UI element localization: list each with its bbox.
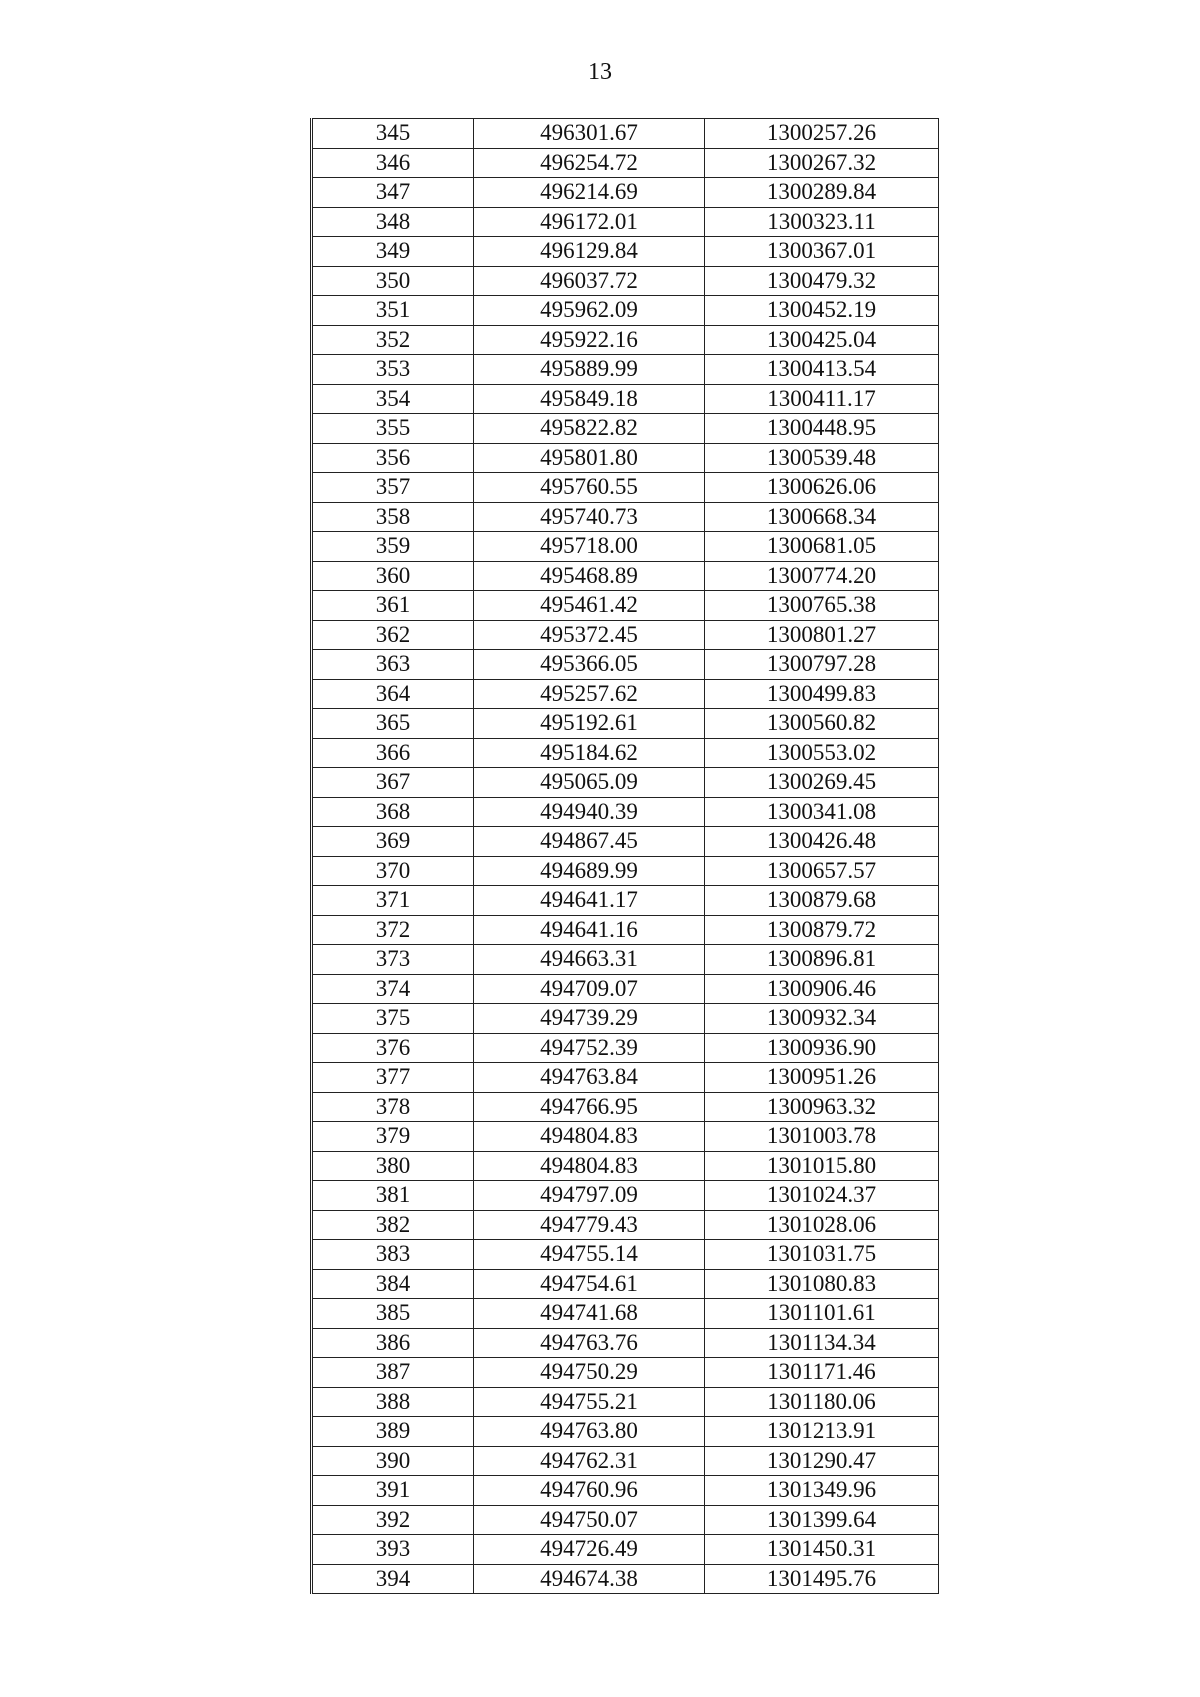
point-number-cell: 349 [312, 237, 474, 267]
table-row [312, 119, 939, 149]
x-coordinate-cell: 494750.29 [474, 1358, 705, 1388]
x-coordinate-cell: 494709.07 [474, 974, 705, 1004]
table-row [312, 296, 939, 326]
table-row [312, 1446, 939, 1476]
table-row [312, 1358, 939, 1388]
y-coordinate-cell: 1300801.27 [705, 620, 939, 650]
x-coordinate-cell: 495718.00 [474, 532, 705, 562]
y-coordinate-cell: 1301450.31 [705, 1535, 939, 1565]
table-row [312, 1476, 939, 1506]
x-coordinate-cell: 496254.72 [474, 148, 705, 178]
table-row [312, 1122, 939, 1152]
x-coordinate-cell: 494763.84 [474, 1063, 705, 1093]
y-coordinate-cell: 1300879.72 [705, 915, 939, 945]
table-row [312, 650, 939, 680]
x-coordinate-cell: 496129.84 [474, 237, 705, 267]
table-row [312, 1564, 939, 1594]
point-number-cell: 356 [312, 443, 474, 473]
y-coordinate-cell: 1300932.34 [705, 1004, 939, 1034]
x-coordinate-cell: 494689.99 [474, 856, 705, 886]
y-coordinate-cell: 1300951.26 [705, 1063, 939, 1093]
table-row [312, 1328, 939, 1358]
point-number-cell: 364 [312, 679, 474, 709]
point-number-cell: 358 [312, 502, 474, 532]
table-row [312, 325, 939, 355]
y-coordinate-cell: 1300879.68 [705, 886, 939, 916]
x-coordinate-cell: 494741.68 [474, 1299, 705, 1329]
point-number-cell: 374 [312, 974, 474, 1004]
point-number-cell: 362 [312, 620, 474, 650]
y-coordinate-cell: 1300367.01 [705, 237, 939, 267]
x-coordinate-cell: 494940.39 [474, 797, 705, 827]
point-number-cell: 361 [312, 591, 474, 621]
table-row [312, 1387, 939, 1417]
table-row [312, 974, 939, 1004]
point-number-cell: 393 [312, 1535, 474, 1565]
table-row [312, 473, 939, 503]
point-number-cell: 391 [312, 1476, 474, 1506]
point-number-cell: 372 [312, 915, 474, 945]
y-coordinate-cell: 1301171.46 [705, 1358, 939, 1388]
x-coordinate-cell: 494752.39 [474, 1033, 705, 1063]
table-row [312, 414, 939, 444]
table-row [312, 1004, 939, 1034]
point-number-cell: 368 [312, 797, 474, 827]
x-coordinate-cell: 496037.72 [474, 266, 705, 296]
table-row [312, 443, 939, 473]
y-coordinate-cell: 1301080.83 [705, 1269, 939, 1299]
point-number-cell: 384 [312, 1269, 474, 1299]
y-coordinate-cell: 1300413.54 [705, 355, 939, 385]
y-coordinate-cell: 1300765.38 [705, 591, 939, 621]
point-number-cell: 350 [312, 266, 474, 296]
point-number-cell: 369 [312, 827, 474, 857]
point-number-cell: 373 [312, 945, 474, 975]
x-coordinate-cell: 495849.18 [474, 384, 705, 414]
table-row [312, 1210, 939, 1240]
table-row [312, 1063, 939, 1093]
table-row [312, 1299, 939, 1329]
table-row [312, 1269, 939, 1299]
x-coordinate-cell: 495372.45 [474, 620, 705, 650]
x-coordinate-cell: 494739.29 [474, 1004, 705, 1034]
y-coordinate-cell: 1300341.08 [705, 797, 939, 827]
table-row [312, 1181, 939, 1211]
x-coordinate-cell: 495822.82 [474, 414, 705, 444]
point-number-cell: 352 [312, 325, 474, 355]
x-coordinate-cell: 495468.89 [474, 561, 705, 591]
y-coordinate-cell: 1301213.91 [705, 1417, 939, 1447]
point-number-cell: 370 [312, 856, 474, 886]
point-number-cell: 353 [312, 355, 474, 385]
point-number-cell: 365 [312, 709, 474, 739]
point-number-cell: 375 [312, 1004, 474, 1034]
x-coordinate-cell: 494641.17 [474, 886, 705, 916]
table-row [312, 355, 939, 385]
table-row [312, 709, 939, 739]
x-coordinate-cell: 495889.99 [474, 355, 705, 385]
coordinates-table [310, 118, 939, 1594]
table-row [312, 207, 939, 237]
point-number-cell: 348 [312, 207, 474, 237]
y-coordinate-cell: 1300774.20 [705, 561, 939, 591]
x-coordinate-cell: 495962.09 [474, 296, 705, 326]
y-coordinate-cell: 1300539.48 [705, 443, 939, 473]
x-coordinate-cell: 494804.83 [474, 1122, 705, 1152]
y-coordinate-cell: 1300411.17 [705, 384, 939, 414]
coordinates-table-body [312, 119, 939, 1594]
point-number-cell: 383 [312, 1240, 474, 1270]
point-number-cell: 355 [312, 414, 474, 444]
x-coordinate-cell: 494641.16 [474, 915, 705, 945]
point-number-cell: 385 [312, 1299, 474, 1329]
point-number-cell: 360 [312, 561, 474, 591]
point-number-cell: 387 [312, 1358, 474, 1388]
point-number-cell: 376 [312, 1033, 474, 1063]
table-row [312, 532, 939, 562]
y-coordinate-cell: 1300553.02 [705, 738, 939, 768]
x-coordinate-cell: 494755.21 [474, 1387, 705, 1417]
x-coordinate-cell: 494760.96 [474, 1476, 705, 1506]
point-number-cell: 389 [312, 1417, 474, 1447]
table-row [312, 738, 939, 768]
point-number-cell: 394 [312, 1564, 474, 1594]
point-number-cell: 367 [312, 768, 474, 798]
table-row [312, 1151, 939, 1181]
x-coordinate-cell: 494766.95 [474, 1092, 705, 1122]
y-coordinate-cell: 1300289.84 [705, 178, 939, 208]
y-coordinate-cell: 1300426.48 [705, 827, 939, 857]
point-number-cell: 382 [312, 1210, 474, 1240]
table-row [312, 384, 939, 414]
table-row [312, 620, 939, 650]
point-number-cell: 351 [312, 296, 474, 326]
x-coordinate-cell: 495192.61 [474, 709, 705, 739]
x-coordinate-cell: 494754.61 [474, 1269, 705, 1299]
y-coordinate-cell: 1300936.90 [705, 1033, 939, 1063]
point-number-cell: 366 [312, 738, 474, 768]
table-row [312, 856, 939, 886]
y-coordinate-cell: 1300657.57 [705, 856, 939, 886]
point-number-cell: 359 [312, 532, 474, 562]
point-number-cell: 386 [312, 1328, 474, 1358]
x-coordinate-cell: 495801.80 [474, 443, 705, 473]
y-coordinate-cell: 1301015.80 [705, 1151, 939, 1181]
y-coordinate-cell: 1300797.28 [705, 650, 939, 680]
x-coordinate-cell: 495184.62 [474, 738, 705, 768]
x-coordinate-cell: 494867.45 [474, 827, 705, 857]
x-coordinate-cell: 494779.43 [474, 1210, 705, 1240]
y-coordinate-cell: 1300906.46 [705, 974, 939, 1004]
x-coordinate-cell: 494674.38 [474, 1564, 705, 1594]
table-row [312, 1240, 939, 1270]
table-row [312, 915, 939, 945]
point-number-cell: 379 [312, 1122, 474, 1152]
x-coordinate-cell: 495461.42 [474, 591, 705, 621]
y-coordinate-cell: 1301399.64 [705, 1505, 939, 1535]
y-coordinate-cell: 1300448.95 [705, 414, 939, 444]
y-coordinate-cell: 1300452.19 [705, 296, 939, 326]
x-coordinate-cell: 495065.09 [474, 768, 705, 798]
point-number-cell: 347 [312, 178, 474, 208]
x-coordinate-cell: 494663.31 [474, 945, 705, 975]
table-row [312, 1505, 939, 1535]
page-number: 13 [588, 59, 612, 85]
y-coordinate-cell: 1300425.04 [705, 325, 939, 355]
table-row [312, 561, 939, 591]
table-row [312, 1417, 939, 1447]
table-row [312, 827, 939, 857]
table-row [312, 1535, 939, 1565]
table-row [312, 679, 939, 709]
y-coordinate-cell: 1300257.26 [705, 119, 939, 149]
table-row [312, 591, 939, 621]
coordinates-table-container [310, 118, 933, 1594]
x-coordinate-cell: 494762.31 [474, 1446, 705, 1476]
y-coordinate-cell: 1300323.11 [705, 207, 939, 237]
y-coordinate-cell: 1300896.81 [705, 945, 939, 975]
y-coordinate-cell: 1300963.32 [705, 1092, 939, 1122]
point-number-cell: 378 [312, 1092, 474, 1122]
y-coordinate-cell: 1301028.06 [705, 1210, 939, 1240]
y-coordinate-cell: 1300626.06 [705, 473, 939, 503]
table-row [312, 148, 939, 178]
x-coordinate-cell: 496301.67 [474, 119, 705, 149]
x-coordinate-cell: 494755.14 [474, 1240, 705, 1270]
table-row [312, 945, 939, 975]
point-number-cell: 390 [312, 1446, 474, 1476]
y-coordinate-cell: 1301101.61 [705, 1299, 939, 1329]
y-coordinate-cell: 1301024.37 [705, 1181, 939, 1211]
table-row [312, 502, 939, 532]
y-coordinate-cell: 1301031.75 [705, 1240, 939, 1270]
x-coordinate-cell: 494763.80 [474, 1417, 705, 1447]
x-coordinate-cell: 494750.07 [474, 1505, 705, 1535]
y-coordinate-cell: 1301180.06 [705, 1387, 939, 1417]
table-row [312, 797, 939, 827]
point-number-cell: 388 [312, 1387, 474, 1417]
point-number-cell: 380 [312, 1151, 474, 1181]
x-coordinate-cell: 494726.49 [474, 1535, 705, 1565]
y-coordinate-cell: 1300668.34 [705, 502, 939, 532]
x-coordinate-cell: 495922.16 [474, 325, 705, 355]
point-number-cell: 371 [312, 886, 474, 916]
table-row [312, 237, 939, 267]
x-coordinate-cell: 495740.73 [474, 502, 705, 532]
y-coordinate-cell: 1301495.76 [705, 1564, 939, 1594]
table-row [312, 1092, 939, 1122]
y-coordinate-cell: 1301134.34 [705, 1328, 939, 1358]
x-coordinate-cell: 494804.83 [474, 1151, 705, 1181]
point-number-cell: 363 [312, 650, 474, 680]
x-coordinate-cell: 496172.01 [474, 207, 705, 237]
x-coordinate-cell: 494797.09 [474, 1181, 705, 1211]
x-coordinate-cell: 495760.55 [474, 473, 705, 503]
table-row [312, 768, 939, 798]
point-number-cell: 381 [312, 1181, 474, 1211]
y-coordinate-cell: 1301003.78 [705, 1122, 939, 1152]
y-coordinate-cell: 1301349.96 [705, 1476, 939, 1506]
x-coordinate-cell: 495366.05 [474, 650, 705, 680]
y-coordinate-cell: 1300267.32 [705, 148, 939, 178]
y-coordinate-cell: 1300681.05 [705, 532, 939, 562]
y-coordinate-cell: 1300560.82 [705, 709, 939, 739]
table-row [312, 266, 939, 296]
x-coordinate-cell: 495257.62 [474, 679, 705, 709]
x-coordinate-cell: 496214.69 [474, 178, 705, 208]
point-number-cell: 345 [312, 119, 474, 149]
table-row [312, 178, 939, 208]
y-coordinate-cell: 1300479.32 [705, 266, 939, 296]
y-coordinate-cell: 1301290.47 [705, 1446, 939, 1476]
table-row [312, 1033, 939, 1063]
point-number-cell: 392 [312, 1505, 474, 1535]
point-number-cell: 377 [312, 1063, 474, 1093]
point-number-cell: 346 [312, 148, 474, 178]
point-number-cell: 357 [312, 473, 474, 503]
y-coordinate-cell: 1300499.83 [705, 679, 939, 709]
table-row [312, 886, 939, 916]
point-number-cell: 354 [312, 384, 474, 414]
y-coordinate-cell: 1300269.45 [705, 768, 939, 798]
x-coordinate-cell: 494763.76 [474, 1328, 705, 1358]
